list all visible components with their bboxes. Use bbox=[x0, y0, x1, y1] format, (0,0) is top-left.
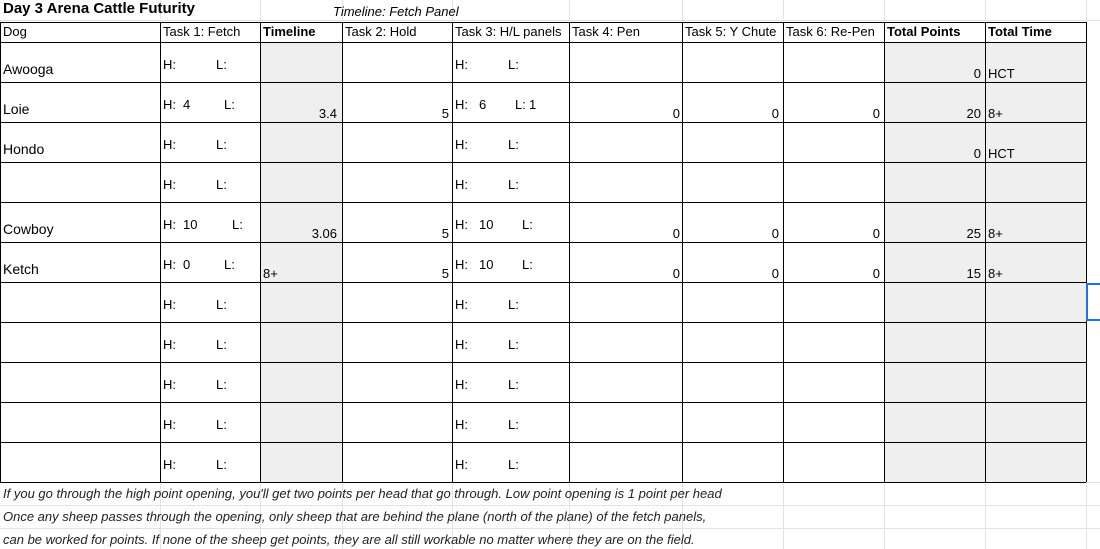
row-border bbox=[0, 202, 1086, 203]
row-border bbox=[0, 42, 1086, 43]
task1-h-label: H: bbox=[163, 177, 176, 192]
total-time-value: 8+ bbox=[988, 266, 1003, 281]
task1-l-label: L: bbox=[216, 457, 227, 472]
task3-h-value: 10 bbox=[479, 217, 494, 232]
sheet-title: Day 3 Arena Cattle Futurity bbox=[3, 0, 195, 17]
dog-cell[interactable] bbox=[0, 322, 160, 362]
gridline-horizontal bbox=[0, 505, 1100, 506]
total-points-value: 25 bbox=[966, 226, 981, 241]
dog-name: Hondo bbox=[3, 141, 45, 157]
dog-cell[interactable] bbox=[0, 282, 160, 322]
task3-l-label: L: bbox=[508, 457, 519, 472]
selected-cell[interactable] bbox=[1086, 283, 1100, 321]
row-border bbox=[0, 282, 1086, 283]
task1-h-value: 10 bbox=[183, 217, 198, 232]
task4-value: 0 bbox=[672, 266, 680, 281]
total-points-value: 20 bbox=[966, 106, 981, 121]
column-border bbox=[569, 22, 570, 482]
task3-l-label: L: bbox=[508, 137, 519, 152]
column-border bbox=[985, 22, 986, 482]
row-border bbox=[0, 402, 1086, 403]
header-total_points-label: Total Points bbox=[887, 24, 961, 39]
task1-h-value: 4 bbox=[183, 97, 191, 112]
total-points-value: 15 bbox=[966, 266, 981, 281]
dog-cell[interactable] bbox=[0, 162, 160, 202]
task3-l-label: L: bbox=[522, 217, 533, 232]
total-points-value: 0 bbox=[973, 66, 981, 81]
task3-l-label: L: bbox=[508, 337, 519, 352]
column-border bbox=[1086, 22, 1087, 482]
task1-l-label: L: bbox=[216, 417, 227, 432]
column-border bbox=[783, 22, 784, 482]
timeline-value: 3.06 bbox=[311, 226, 337, 241]
task3-h-label: H: bbox=[455, 457, 468, 472]
task3-l-value: 1 bbox=[529, 97, 537, 112]
task1-l-label: L: bbox=[216, 337, 227, 352]
task3-l-label: L: bbox=[508, 417, 519, 432]
task3-h-value: 6 bbox=[479, 97, 487, 112]
task1-h-label: H: bbox=[163, 457, 176, 472]
task3-h-label: H: bbox=[455, 177, 468, 192]
task4-value: 0 bbox=[672, 226, 680, 241]
note-line: If you go through the high point opening, you'll get two points per head that go through. Low point opening is 1 point per head bbox=[3, 486, 722, 501]
column-border bbox=[452, 22, 453, 482]
task1-l-label: L: bbox=[224, 257, 235, 272]
row-border bbox=[0, 322, 1086, 323]
gridline-horizontal bbox=[0, 528, 1100, 529]
column-border bbox=[160, 22, 161, 482]
note-line: can be worked for points. If none of the sheep get points, they are all still workable no matter where they are on the field. bbox=[3, 532, 695, 547]
header-total_time-label: Total Time bbox=[988, 24, 1052, 39]
task1-h-label: H: bbox=[163, 137, 176, 152]
task1-h-label: H: bbox=[163, 257, 176, 272]
row-border bbox=[0, 162, 1086, 163]
timeline-value: 3.4 bbox=[318, 106, 337, 121]
task2-value: 5 bbox=[441, 266, 449, 281]
task3-l-label: L: bbox=[508, 57, 519, 72]
task1-h-value: 0 bbox=[183, 257, 191, 272]
dog-cell[interactable] bbox=[0, 442, 160, 482]
task1-l-label: L: bbox=[216, 137, 227, 152]
row-border bbox=[0, 442, 1086, 443]
task3-h-label: H: bbox=[455, 377, 468, 392]
task1-l-label: L: bbox=[232, 217, 243, 232]
task3-h-label: H: bbox=[455, 297, 468, 312]
column-border bbox=[260, 22, 261, 482]
dog-name: Awooga bbox=[3, 61, 54, 77]
task3-l-label: L: bbox=[508, 297, 519, 312]
task1-h-label: H: bbox=[163, 97, 176, 112]
task1-l-label: L: bbox=[216, 297, 227, 312]
total-time-value: 8+ bbox=[988, 106, 1003, 121]
task5-value: 0 bbox=[771, 226, 779, 241]
header-task3-label: Task 3: H/L panels bbox=[455, 24, 562, 39]
task1-l-label: L: bbox=[216, 177, 227, 192]
total-points-value: 0 bbox=[973, 146, 981, 161]
row-border bbox=[0, 122, 1086, 123]
task1-h-label: H: bbox=[163, 337, 176, 352]
header-task5-label: Task 5: Y Chute bbox=[685, 24, 777, 39]
column-border bbox=[342, 22, 343, 482]
dog-cell[interactable] bbox=[0, 362, 160, 402]
row-border bbox=[0, 242, 1086, 243]
task6-value: 0 bbox=[872, 226, 880, 241]
total-time-value: HCT bbox=[988, 146, 1015, 161]
row-border bbox=[0, 82, 1086, 83]
task1-h-label: H: bbox=[163, 57, 176, 72]
header-dog-label: Dog bbox=[3, 24, 27, 39]
column-border bbox=[884, 22, 885, 482]
header-task1-label: Task 1: Fetch bbox=[163, 24, 241, 39]
total-time-value: HCT bbox=[988, 66, 1015, 81]
dog-name: Ketch bbox=[3, 261, 39, 277]
header-task2-label: Task 2: Hold bbox=[345, 24, 417, 39]
task1-l-label: L: bbox=[216, 57, 227, 72]
header-task4-label: Task 4: Pen bbox=[572, 24, 640, 39]
task6-value: 0 bbox=[872, 266, 880, 281]
task2-value: 5 bbox=[441, 106, 449, 121]
task3-h-label: H: bbox=[455, 137, 468, 152]
task1-l-label: L: bbox=[216, 377, 227, 392]
task1-h-label: H: bbox=[163, 417, 176, 432]
total-time-value: 8+ bbox=[988, 226, 1003, 241]
row-border bbox=[0, 362, 1086, 363]
task3-h-label: H: bbox=[455, 97, 468, 112]
task3-h-label: H: bbox=[455, 57, 468, 72]
task2-value: 5 bbox=[441, 226, 449, 241]
timeline-value: 8+ bbox=[263, 266, 278, 281]
task1-h-label: H: bbox=[163, 217, 176, 232]
task6-value: 0 bbox=[872, 106, 880, 121]
task3-l-label: L: bbox=[508, 377, 519, 392]
dog-name: Loie bbox=[3, 101, 30, 117]
task4-value: 0 bbox=[672, 106, 680, 121]
task3-l-label: L: bbox=[522, 257, 533, 272]
dog-name: Cowboy bbox=[3, 221, 54, 237]
task5-value: 0 bbox=[771, 106, 779, 121]
task3-l-label: L: bbox=[508, 177, 519, 192]
task1-h-label: H: bbox=[163, 377, 176, 392]
column-border bbox=[682, 22, 683, 482]
task3-h-label: H: bbox=[455, 417, 468, 432]
task1-h-label: H: bbox=[163, 297, 176, 312]
task3-h-label: H: bbox=[455, 217, 468, 232]
task5-value: 0 bbox=[771, 266, 779, 281]
task1-l-label: L: bbox=[224, 97, 235, 112]
task3-h-value: 10 bbox=[479, 257, 494, 272]
task3-l-label: L: bbox=[515, 97, 526, 112]
row-border bbox=[0, 482, 1086, 483]
task3-h-label: H: bbox=[455, 257, 468, 272]
task3-h-label: H: bbox=[455, 337, 468, 352]
sheet-subtitle: Timeline: Fetch Panel bbox=[333, 4, 459, 19]
note-line: Once any sheep passes through the opening, only sheep that are behind the plane (north of the plane) of the fetch panels, bbox=[3, 509, 707, 524]
header-task6-label: Task 6: Re-Pen bbox=[786, 24, 875, 39]
header-timeline-label: Timeline bbox=[263, 24, 316, 39]
gridline-horizontal bbox=[0, 20, 1100, 21]
dog-cell[interactable] bbox=[0, 402, 160, 442]
